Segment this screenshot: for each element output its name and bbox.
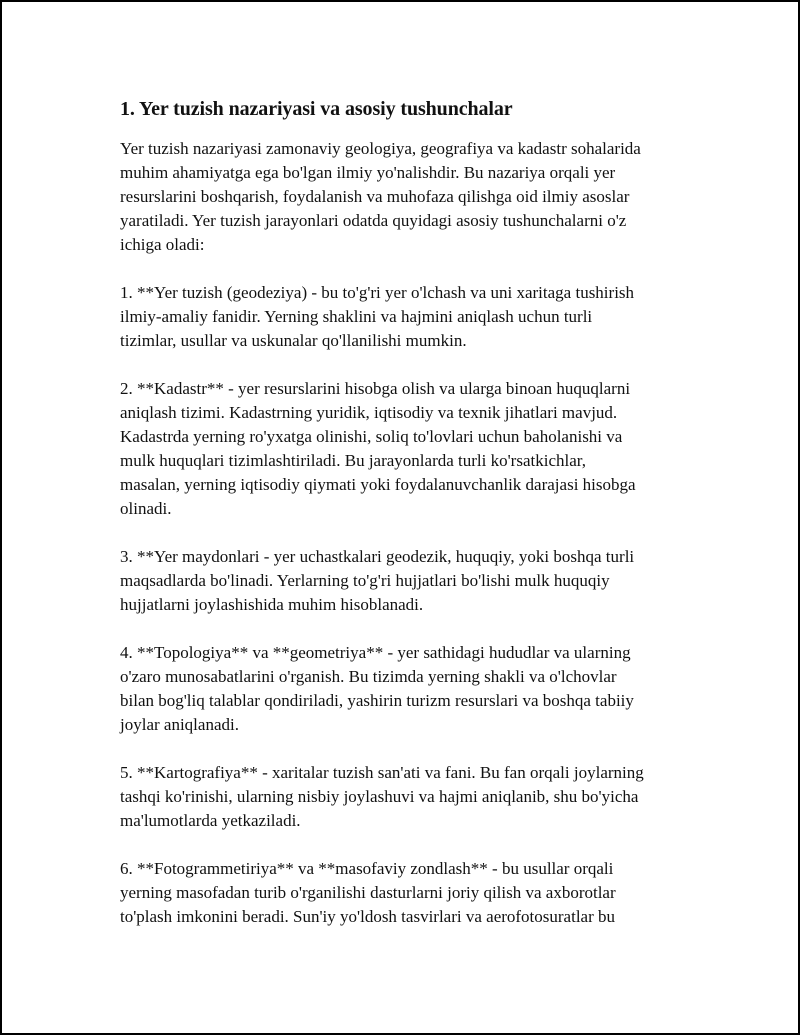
section-heading: 1. Yer tuzish nazariyasi va asosiy tushunchalar	[120, 98, 513, 120]
item-yer-maydonlari: 3. **Yer maydonlari - yer uchastkalari geodezik, huquqiy, yoki boshqa turli maqsadlarda bo'linadi. Yerlarning to'g'ri hujjatlari bo'lishi mulk huquqiy hujjatlarni joylashishida muhim hisoblanadi.	[120, 547, 635, 614]
item-kadastr: 2. **Kadastr** - yer resurslarini hisobga olish va ularga binoan huquqlarni aniqlash tizimi. Kadastrning yuridik, iqtisodiy va texnik jihatlari mavjud. Kadastrda yerning ro'yxatga olinishi, soliq to'lovlari uchun baholanishi va mulk huquqlari tizimlashtiriladi. Bu jarayonlarda turli ko'rsatkichlar, masalan, yerning iqtisodiy qiymati yoki foydalanuvchanlik darajasi hisobga olinadi.	[120, 379, 636, 518]
item-kartografiya: 5. **Kartografiya** - xaritalar tuzish san'ati va fani. Bu fan orqali joylarning tashqi ko'rinishi, ularning nisbiy joylashuvi va hajmi aniqlanib, shu bo'yicha ma'lumotlarda yetkaziladi.	[120, 763, 644, 830]
document-body	[120, 97, 700, 953]
intro-paragraph: Yer tuzish nazariyasi zamonaviy geologiya, geografiya va kadastr sohalarida muhim ahamiyatga ega bo'lgan ilmiy yo'nalishdir. Bu nazariya orqali yer resurslarini boshqarish, foydalanish va muhofaza qilishga oid ilmiy asoslar yaratiladi. Yer tuzish jarayonlari odatda quyidagi asosiy tushunchalarni o'z ichiga oladi:	[120, 139, 641, 254]
item-topologiya: 4. **Topologiya** va **geometriya** - yer sathidagi hududlar va ularning o'zaro munosabatlarini o'rganish. Bu tizimda yerning shakli va o'lchovlar bilan bog'liq talablar qondiriladi, yashirin turizm resurslari va boshqa tabiiy joylar aniqlanadi.	[120, 643, 634, 734]
item-fotogrammetriya: 6. **Fotogrammetiriya** va **masofaviy zondlash** - bu usullar orqali yerning masofadan turib o'rganilishi dasturlarni joriy qilish va axborotlar to'plash imkonini beradi. Sun'iy yo'ldosh tasvirlari va aerofotosuratlar bu	[120, 859, 616, 926]
item-geodeziya: 1. **Yer tuzish (geodeziya) - bu to'g'ri yer o'lchash va uni xaritaga tushirish ilmiy-amaliy fanidir. Yerning shaklini va hajmini aniqlash uchun turli tizimlar, usullar va uskunalar qo'llanilishi mumkin.	[120, 283, 635, 350]
